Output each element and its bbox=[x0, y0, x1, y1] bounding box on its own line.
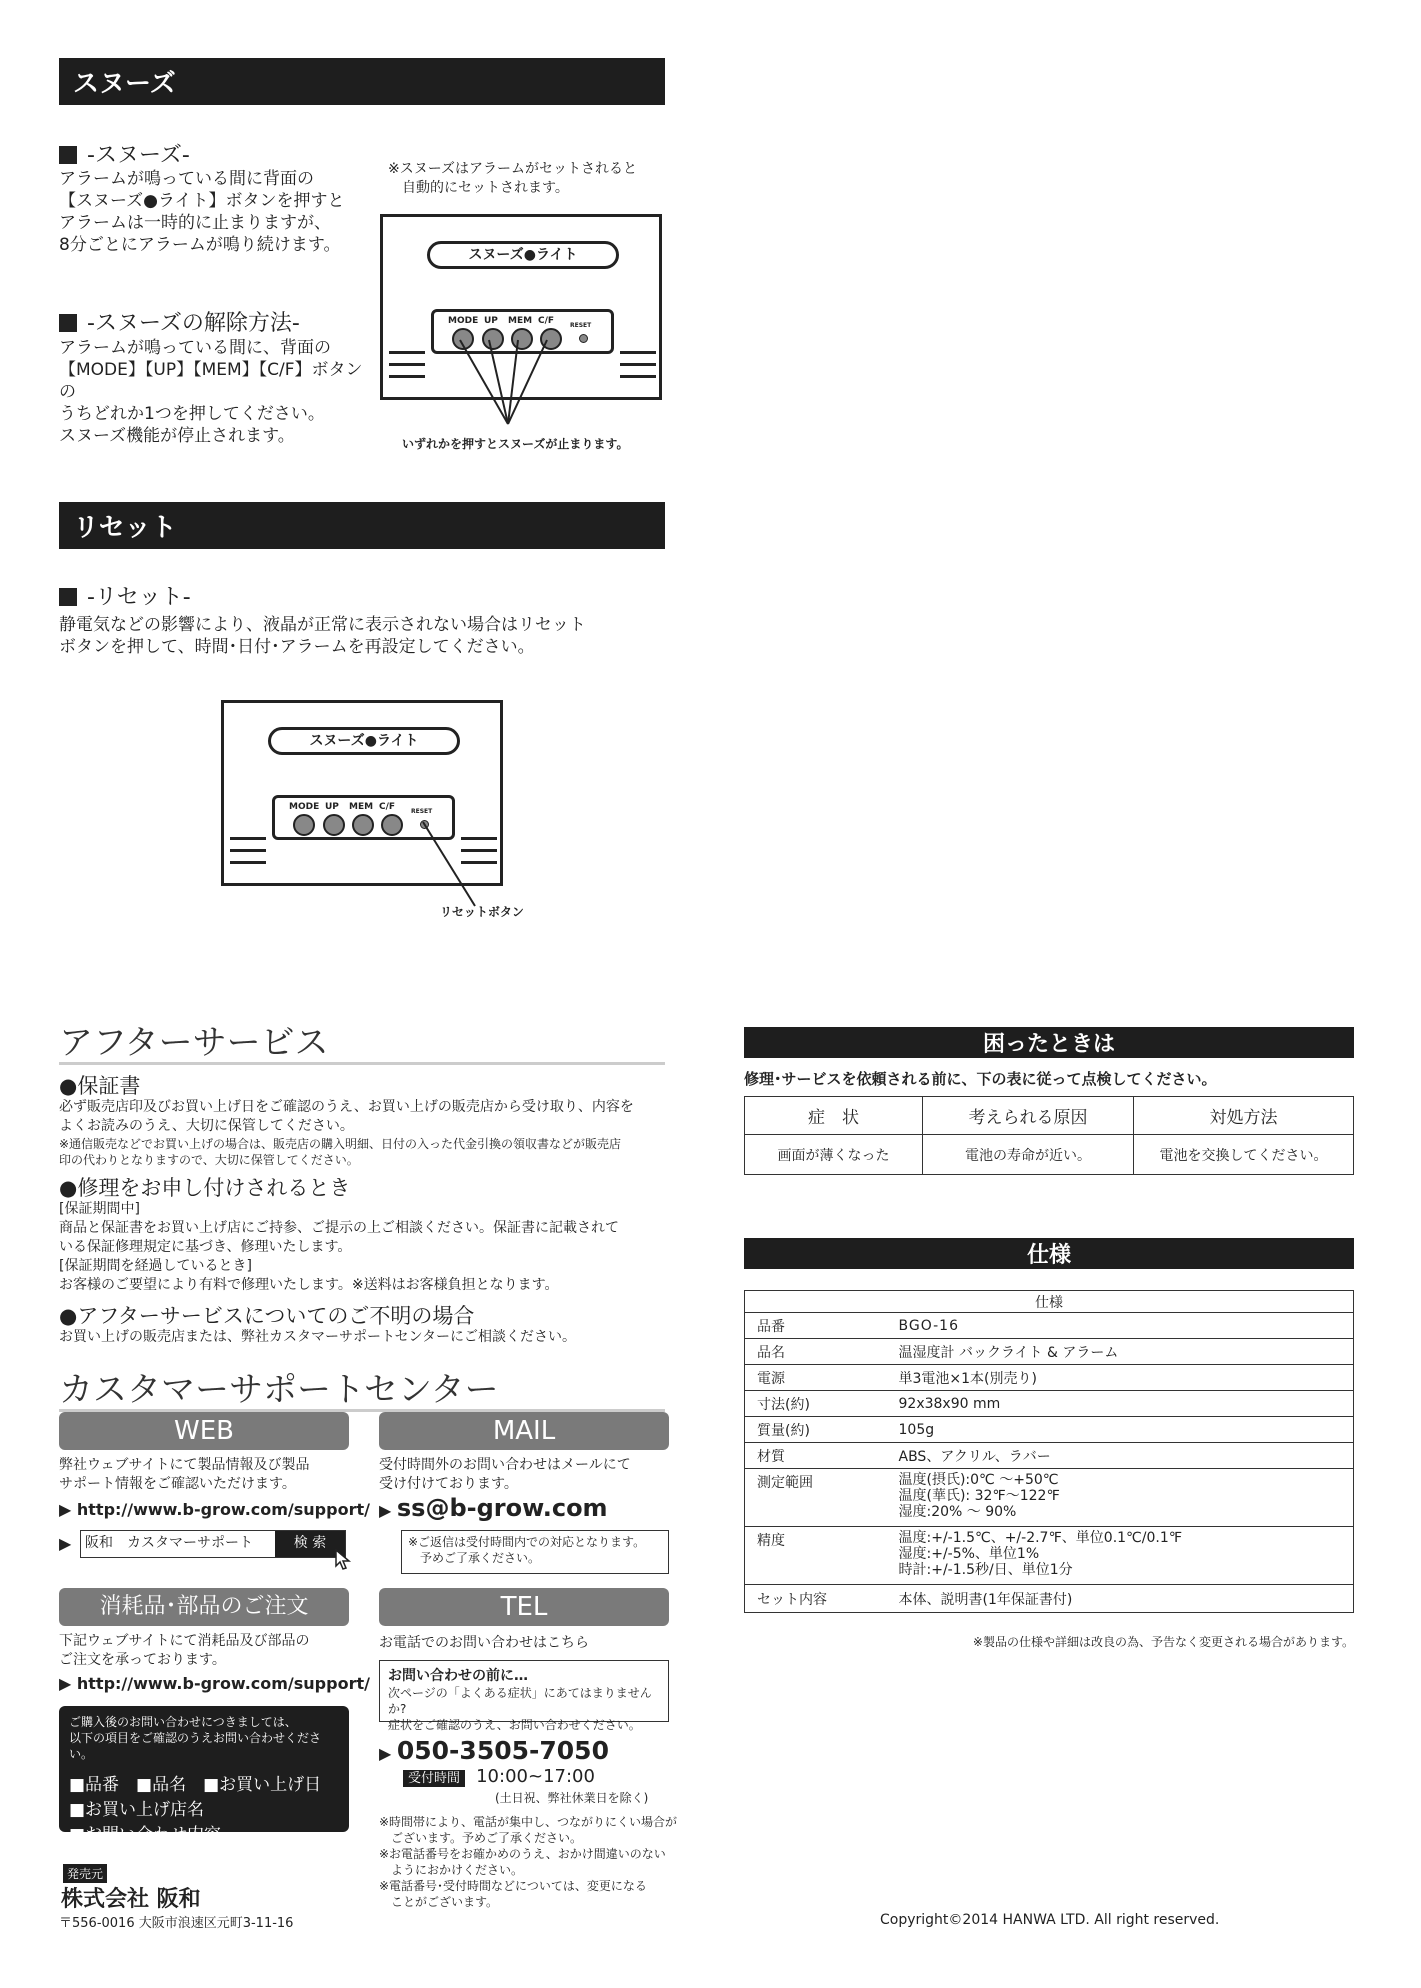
spec-key: セット内容 bbox=[745, 1585, 895, 1613]
up-button-icon bbox=[323, 814, 345, 836]
vent-line bbox=[230, 849, 266, 852]
triangle-bullet-icon: ▶ bbox=[379, 1744, 397, 1763]
snooze-sub1-title bbox=[59, 138, 190, 169]
warranty-note: ※通信販売などでお買い上げの場合は、販売店の購入明細、日付の入った代金引換の領収書などが販売店 印の代わりとなりますので、大切に保管してください。 bbox=[59, 1137, 622, 1167]
spec-header bbox=[744, 1238, 1354, 1269]
before-inquiry-box bbox=[379, 1660, 669, 1732]
spec-key: 品名 bbox=[745, 1339, 895, 1365]
table-row bbox=[745, 1443, 1354, 1469]
vent-line bbox=[620, 351, 656, 354]
mem-button-icon bbox=[352, 814, 374, 836]
search-button[interactable]: 検 索 bbox=[275, 1531, 345, 1557]
checklist-item: ■品番 ■品名 ■お買い上げ日 bbox=[69, 1775, 322, 1795]
mail-address-row bbox=[379, 1494, 608, 1522]
web-label: WEB bbox=[59, 1412, 349, 1450]
before-inquiry-text: 次ページの「よくある症状」にあてはまりませんか? 症状をご確認のうえ、お問い合わせください。 bbox=[388, 1686, 652, 1732]
cf-label: C/F bbox=[538, 316, 555, 326]
support-title: カスタマーサポートセンター bbox=[59, 1362, 665, 1412]
reset-button-icon bbox=[579, 334, 588, 343]
col-symptom: 症 状 bbox=[745, 1097, 923, 1135]
mode-button-icon bbox=[293, 814, 315, 836]
snooze-sub1-title-text: -スヌーズ- bbox=[87, 143, 190, 168]
mem-label: MEM bbox=[349, 802, 374, 812]
reset-sub-title-text: -リセット- bbox=[87, 585, 191, 610]
up-label: UP bbox=[484, 316, 498, 326]
spec-value: 温度:+/-1.5℃、+/-2.7℉、単位0.1℃/0.1℉ 湿度:+/-5%、単位1% 時計:+/-1.5秒/日、単位1分 bbox=[895, 1527, 1354, 1585]
parts-url-link[interactable]: http://www.b-grow.com/support/ bbox=[76, 1674, 370, 1693]
snooze-light-label: スヌーズ●ライト bbox=[309, 733, 419, 749]
table-row bbox=[745, 1135, 1354, 1175]
spec-value: BGO-16 bbox=[895, 1313, 1354, 1339]
reset-pointer-line bbox=[415, 818, 495, 913]
table-row bbox=[745, 1469, 1354, 1527]
table-row bbox=[745, 1339, 1354, 1365]
snooze-header bbox=[59, 58, 665, 105]
spec-key: 材質 bbox=[745, 1443, 895, 1469]
col-fix: 対処方法 bbox=[1134, 1097, 1354, 1135]
square-bullet-icon bbox=[59, 588, 77, 606]
cursor-arrow-icon bbox=[334, 1548, 354, 1572]
snooze-sub2-title-text: -スヌーズの解除方法- bbox=[87, 311, 300, 336]
spec-title-row bbox=[745, 1291, 1354, 1313]
spec-key: 質量(約) bbox=[745, 1417, 895, 1443]
search-input[interactable]: 阪和 カスタマーサポート bbox=[85, 1535, 253, 1551]
company-name: 株式会社 阪和 bbox=[61, 1887, 201, 1912]
spec-value: 92x38x90 mm bbox=[895, 1391, 1354, 1417]
web-url-row bbox=[59, 1500, 370, 1519]
spec-table bbox=[744, 1290, 1354, 1613]
reset-caption: リセットボタン bbox=[440, 905, 524, 919]
mode-label: MODE bbox=[289, 802, 320, 812]
cell-symptom: 画面が薄くなった bbox=[745, 1135, 923, 1175]
holidays-note: (土日祝、弊社休業日を除く) bbox=[495, 1791, 649, 1805]
table-row bbox=[745, 1585, 1354, 1613]
copyright: Copyright©2014 HANWA LTD. All right reserved. bbox=[880, 1912, 1220, 1928]
table-row bbox=[745, 1313, 1354, 1339]
spec-value: 本体、説明書(1年保証書付) bbox=[895, 1585, 1354, 1613]
snooze-note: ※スヌーズはアラームがセットされると 自動的にセットされます。 bbox=[388, 161, 638, 196]
table-row bbox=[745, 1527, 1354, 1585]
tel-notes: ※時間帯により、電話が集中し、つながりにくい場合が ございます。予めご了承ください。 ※お電話番号をお確かめのうえ、おかけ間違いのない ようにおかけください。 ※電話番号･受付時間などについては、変更になる ことがございます。 bbox=[379, 1815, 678, 1909]
trouble-header-text: 困ったときは bbox=[982, 1032, 1115, 1057]
snooze-light-label: スヌーズ●ライト bbox=[468, 247, 578, 263]
web-text: 弊社ウェブサイトにて製品情報及び製品 サポート情報をご確認いただけます。 bbox=[59, 1457, 310, 1492]
checklist-item: ■お買い上げ店名 bbox=[69, 1800, 205, 1820]
snooze-sub1-text: アラームが鳴っている間に背面の 【スヌーズ●ライト】ボタンを押すと アラームは一時的に止まりますが、 8分ごとにアラームが鳴り続けます。 bbox=[59, 169, 345, 255]
cell-fix: 電池を交換してください。 bbox=[1134, 1135, 1354, 1175]
company-address: 〒556-0016 大阪市浪速区元町3-11-16 bbox=[59, 1916, 294, 1931]
inquiry-checklist-box bbox=[59, 1706, 349, 1845]
warranty-heading: ●保証書 bbox=[59, 1074, 141, 1098]
spec-key: 測定範囲 bbox=[745, 1469, 895, 1527]
hours-label: 受付時間 bbox=[403, 1770, 465, 1787]
mail-note: ※ご返信は受付時間内での対応となります。 予めご了承ください。 bbox=[401, 1530, 669, 1574]
reset-label: RESET bbox=[570, 322, 592, 329]
before-inquiry-title: お問い合わせの前に… bbox=[388, 1668, 528, 1684]
parts-url-row bbox=[59, 1674, 370, 1693]
spec-key: 精度 bbox=[745, 1527, 895, 1585]
repair-text: [保証期間中] 商品と保証書をお買い上げ店にご持参、ご提示の上ご相談ください。保証書に記載されて いる保証修理規定に基づき、修理いたします。 [保証期間を経過しているとき] お客様のご要望により有料で修理いたします。※送料はお客様負担となります。 bbox=[59, 1201, 619, 1293]
spec-key: 電源 bbox=[745, 1365, 895, 1391]
question-text: お買い上げの販売店または、弊社カスタマーサポートセンターにご相談ください。 bbox=[59, 1329, 577, 1345]
spec-value: ABS、アクリル、ラバー bbox=[895, 1443, 1354, 1469]
spec-note: ※製品の仕様や詳細は改良の為、予告なく変更される場合があります。 bbox=[972, 1635, 1354, 1649]
reset-sub-title bbox=[59, 580, 191, 611]
snooze-header-text: スヌーズ bbox=[73, 69, 176, 99]
cf-button-icon bbox=[381, 814, 403, 836]
trouble-intro: 修理･サービスを依頼される前に、下の表に従って点検してください。 bbox=[744, 1070, 1217, 1088]
tel-text: お電話でのお問い合わせはこちら bbox=[379, 1635, 589, 1651]
web-url-link[interactable]: http://www.b-grow.com/support/ bbox=[76, 1500, 370, 1519]
mem-label: MEM bbox=[508, 316, 533, 326]
cf-label: C/F bbox=[379, 802, 396, 812]
cell-cause: 電池の寿命が近い。 bbox=[923, 1135, 1134, 1175]
spec-header-text: 仕様 bbox=[1026, 1243, 1071, 1268]
vent-line bbox=[389, 363, 425, 366]
mode-label: MODE bbox=[448, 316, 479, 326]
snooze-light-button bbox=[427, 241, 619, 269]
square-bullet-icon bbox=[59, 146, 77, 164]
snooze-sub2-text: アラームが鳴っている間に、背面の 【MODE】【UP】【MEM】【C/F】ボタンの うちどれか1つを押してください。 スヌーズ機能が停止されます。 bbox=[59, 338, 363, 446]
parts-label: 消耗品･部品のご注文 bbox=[59, 1588, 349, 1626]
warranty-text: 必ず販売店印及びお買い上げ日をご確認のうえ、お買い上げの販売店から受け取り、内容を よくお読みのうえ、大切に保管してください。 bbox=[59, 1099, 634, 1134]
snooze-light-button bbox=[268, 727, 460, 755]
reset-header-text: リセット bbox=[73, 513, 177, 543]
tel-number-row bbox=[379, 1736, 609, 1765]
checklist-intro: ご購入後のお問い合わせにつきましては、 以下の項目をご確認のうえお問い合わせください。 bbox=[69, 1715, 322, 1761]
spec-key: 品番 bbox=[745, 1313, 895, 1339]
reset-label: RESET bbox=[411, 808, 433, 815]
table-row bbox=[745, 1417, 1354, 1443]
mail-text: 受付時間外のお問い合わせはメールにて 受け付けております。 bbox=[379, 1457, 631, 1492]
triangle-bullet-icon: ▶ bbox=[59, 1674, 77, 1693]
spec-value: 温湿度計 バックライト & アラーム bbox=[895, 1339, 1354, 1365]
hours-value: 10:00~17:00 bbox=[476, 1766, 595, 1787]
tel-number[interactable]: 050-3505-7050 bbox=[396, 1736, 609, 1765]
publisher-tag: 発売元 bbox=[63, 1864, 107, 1883]
spec-value: 温度(摂氏):0℃ ～+50℃ 温度(華氏): 32℉～122℉ 湿度:20% ～ 90% bbox=[895, 1469, 1354, 1527]
square-bullet-icon bbox=[59, 314, 77, 332]
vent-line bbox=[620, 375, 656, 378]
snooze-pointer-lines bbox=[440, 320, 570, 430]
vent-line bbox=[230, 861, 266, 864]
spec-table-title: 仕様 bbox=[745, 1291, 1354, 1313]
vent-line bbox=[230, 837, 266, 840]
vent-line bbox=[389, 351, 425, 354]
mail-label: MAIL bbox=[379, 1412, 669, 1450]
triangle-bullet-icon: ▶ bbox=[59, 1534, 72, 1553]
up-label: UP bbox=[325, 802, 339, 812]
hours-row bbox=[403, 1766, 595, 1787]
reset-header bbox=[59, 502, 665, 549]
search-row bbox=[59, 1534, 71, 1553]
trouble-header bbox=[744, 1027, 1354, 1058]
vent-line bbox=[620, 363, 656, 366]
spec-value: 単3電池×1本(別売り) bbox=[895, 1365, 1354, 1391]
table-row bbox=[745, 1365, 1354, 1391]
triangle-bullet-icon: ▶ bbox=[59, 1500, 77, 1519]
parts-text: 下記ウェブサイトにて消耗品及び部品の ご注文を承っております。 bbox=[59, 1633, 310, 1668]
spec-key: 寸法(約) bbox=[745, 1391, 895, 1417]
col-cause: 考えられる原因 bbox=[923, 1097, 1134, 1135]
table-row bbox=[745, 1391, 1354, 1417]
snooze-sub2-title bbox=[59, 306, 300, 337]
trouble-header-row bbox=[745, 1097, 1354, 1135]
vent-line bbox=[389, 375, 425, 378]
triangle-bullet-icon: ▶ bbox=[379, 1501, 397, 1520]
mail-address-link[interactable]: ss@b-grow.com bbox=[396, 1494, 608, 1522]
checklist-item: ■お問い合わせ内容 bbox=[69, 1825, 222, 1845]
question-heading: ●アフターサービスについてのご不明の場合 bbox=[59, 1304, 475, 1328]
reset-text: 静電気などの影響により、液晶が正常に表示されない場合はリセット ボタンを押して、時間･日付･アラームを再設定してください。 bbox=[59, 615, 586, 657]
spec-value: 105g bbox=[895, 1417, 1354, 1443]
search-box bbox=[80, 1530, 346, 1558]
repair-heading: ●修理をお申し付けされるとき bbox=[59, 1176, 351, 1200]
tel-label: TEL bbox=[379, 1588, 669, 1626]
trouble-table bbox=[744, 1096, 1354, 1175]
snooze-diagram-caption: いずれかを押すとスヌーズが止まります。 bbox=[402, 437, 629, 451]
after-service-title: アフターサービス bbox=[59, 1015, 665, 1065]
